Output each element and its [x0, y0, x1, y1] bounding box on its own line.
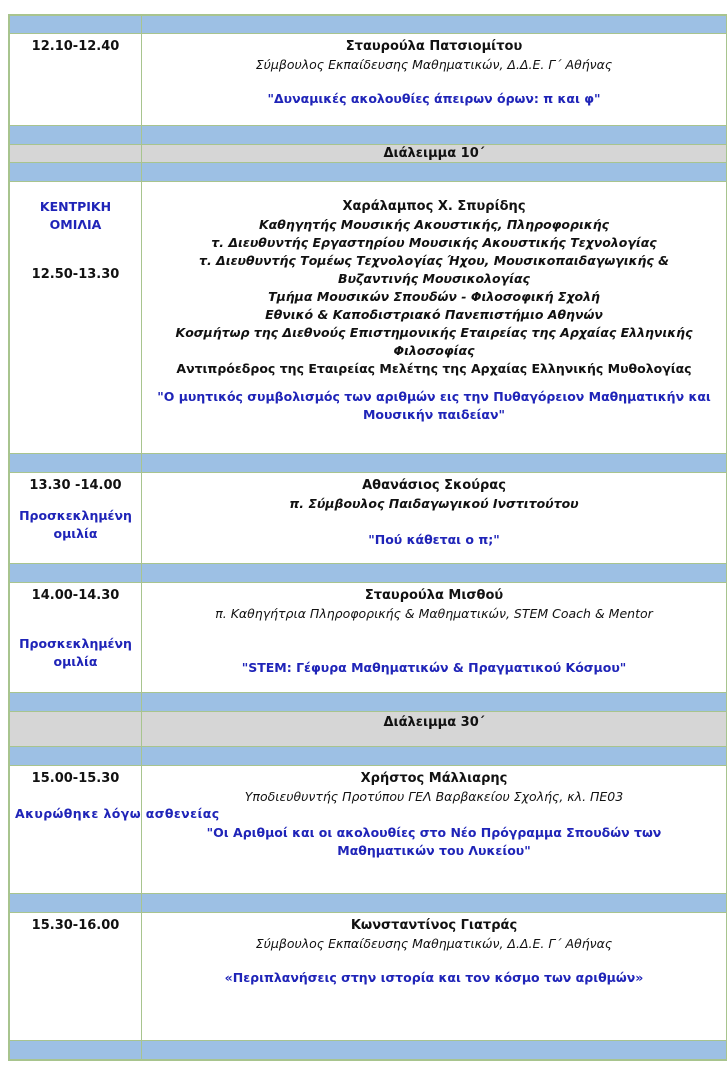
talk-title-line: "Ο μυητικός συμβολισμός των αριθμών εις την Πυθαγόρειον Μαθηματικήν και	[157, 389, 711, 404]
session-time: 13.30 -14.00	[29, 478, 122, 493]
keynote-tag-line: ΚΕΝΤΡΙΚΗ	[39, 199, 112, 214]
spacer-row	[10, 14, 726, 33]
session-time: 12.10-12.40	[31, 39, 120, 54]
program-table	[8, 14, 727, 1061]
talk-title: "Πού κάθεται ο π;"	[368, 532, 500, 547]
time-cell	[10, 766, 142, 893]
affiliation-line: Αντιπρόεδρος της Εταιρείας Μελέτης της Αρχαίας Ελληνικής Μυθολογίας	[176, 361, 692, 376]
spacer-row	[10, 162, 726, 181]
affiliation-line: τ. Διευθυντής Εργαστηρίου Μουσικής Ακουστικής Τεχνολογίας	[211, 235, 657, 250]
keynote-tag-line: ΟΜΙΛΙΑ	[49, 217, 102, 232]
break-row	[10, 711, 726, 746]
session-row	[10, 582, 726, 692]
break-label: Διάλειμμα 10΄	[383, 146, 485, 161]
speaker-name: Χρήστος Μάλλιαρης	[360, 771, 508, 786]
speaker-role: π. Καθηγήτρια Πληροφορικής & Μαθηματικών, STEM Coach & Mentor	[215, 606, 653, 621]
invited-tag-line: Προσκεκλημένη	[19, 636, 132, 651]
keynote-row	[10, 181, 726, 453]
details-cell	[142, 583, 726, 692]
session-time: 14.00-14.30	[31, 588, 120, 603]
spacer-row	[10, 746, 726, 765]
affiliation-line: Κοσμήτωρ της Διεθνούς Επιστημονικής Εταιρείας της Αρχαίας Ελληνικής	[175, 325, 693, 340]
speaker-name: Χαράλαμπος Χ. Σπυρίδης	[342, 199, 526, 214]
spacer-row	[10, 1040, 726, 1059]
details-cell	[142, 473, 726, 563]
time-cell	[10, 182, 142, 453]
cancellation-notice: Ακυρώθηκε λόγω ασθενείας	[15, 806, 220, 821]
speaker-role: Υποδιευθυντής Προτύπου ΓΕΛ Βαρβακείου Σχολής, κλ. ΠΕ03	[244, 789, 624, 804]
speaker-name: Κωνσταντίνος Γιατράς	[350, 918, 518, 933]
affiliation-line: Βυζαντινής Μουσικολογίας	[338, 271, 530, 286]
details-cell	[142, 913, 726, 1040]
affiliation-line: Εθνικό & Καποδιστριακό Πανεπιστήμιο Αθηνών	[265, 307, 603, 322]
invited-tag-line: ομιλία	[53, 654, 98, 669]
talk-title: «Περιπλανήσεις στην ιστορία και τον κόσμο των αριθμών»	[224, 970, 644, 985]
affiliation-line: τ. Διευθυντής Τομέως Τεχνολογίας Ήχου, Μουσικοπαιδαγωγικής &	[198, 253, 670, 268]
speaker-name: Σταυρούλα Μισθού	[364, 588, 504, 603]
spacer-row	[10, 453, 726, 472]
speaker-name: Αθανάσιος Σκούρας	[362, 478, 506, 493]
session-row	[10, 912, 726, 1040]
details-cell	[142, 766, 726, 893]
spacer-row	[10, 125, 726, 144]
time-cell	[10, 34, 142, 125]
speaker-name: Σταυρούλα Πατσιομίτου	[345, 39, 523, 54]
session-time: 12.50-13.30	[31, 267, 120, 282]
speaker-role: Σύμβουλος Εκπαίδευσης Μαθηματικών, Δ.Δ.Ε. Γ΄ Αθήνας	[255, 57, 613, 72]
talk-title: "STEM: Γέφυρα Μαθηματικών & Πραγματικού Κόσμου"	[241, 660, 627, 675]
talk-title-line: Μουσικήν παιδείαν"	[362, 407, 506, 422]
talk-title: "Δυναμικές ακολουθίες άπειρων όρων: π και φ"	[267, 91, 601, 106]
break-row	[10, 144, 726, 162]
speaker-role: π. Σύμβουλος Παιδαγωγικού Ινστιτούτου	[289, 496, 579, 511]
spacer-row	[10, 692, 726, 711]
affiliation-line: Φιλοσοφίας	[393, 343, 475, 358]
invited-tag-line: Προσκεκλημένη	[19, 508, 132, 523]
time-cell	[10, 473, 142, 563]
details-cell	[142, 34, 726, 125]
talk-title-line: "Οι Αριθμοί και οι ακολουθίες στο Νέο Πρόγραμμα Σπουδών των	[206, 825, 662, 840]
talk-title-line: Μαθηματικών του Λυκείου"	[337, 843, 531, 858]
spacer-row	[10, 563, 726, 582]
session-time: 15.30-16.00	[31, 918, 120, 933]
details-cell	[142, 182, 726, 453]
session-row	[10, 33, 726, 125]
session-row-cancelled	[10, 765, 726, 893]
break-label: Διάλειμμα 30΄	[383, 715, 485, 730]
spacer-row	[10, 893, 726, 912]
invited-tag-line: ομιλία	[53, 526, 98, 541]
time-cell	[10, 913, 142, 1040]
affiliation-line: Καθηγητής Μουσικής Ακουστικής, Πληροφορικής	[258, 217, 610, 232]
time-cell	[10, 583, 142, 692]
affiliation-line: Τμήμα Μουσικών Σπουδών - Φιλοσοφική Σχολή	[268, 289, 600, 304]
session-time: 15.00-15.30	[31, 771, 120, 786]
speaker-role: Σύμβουλος Εκπαίδευσης Μαθηματικών, Δ.Δ.Ε. Γ΄ Αθήνας	[255, 936, 613, 951]
session-row	[10, 472, 726, 563]
